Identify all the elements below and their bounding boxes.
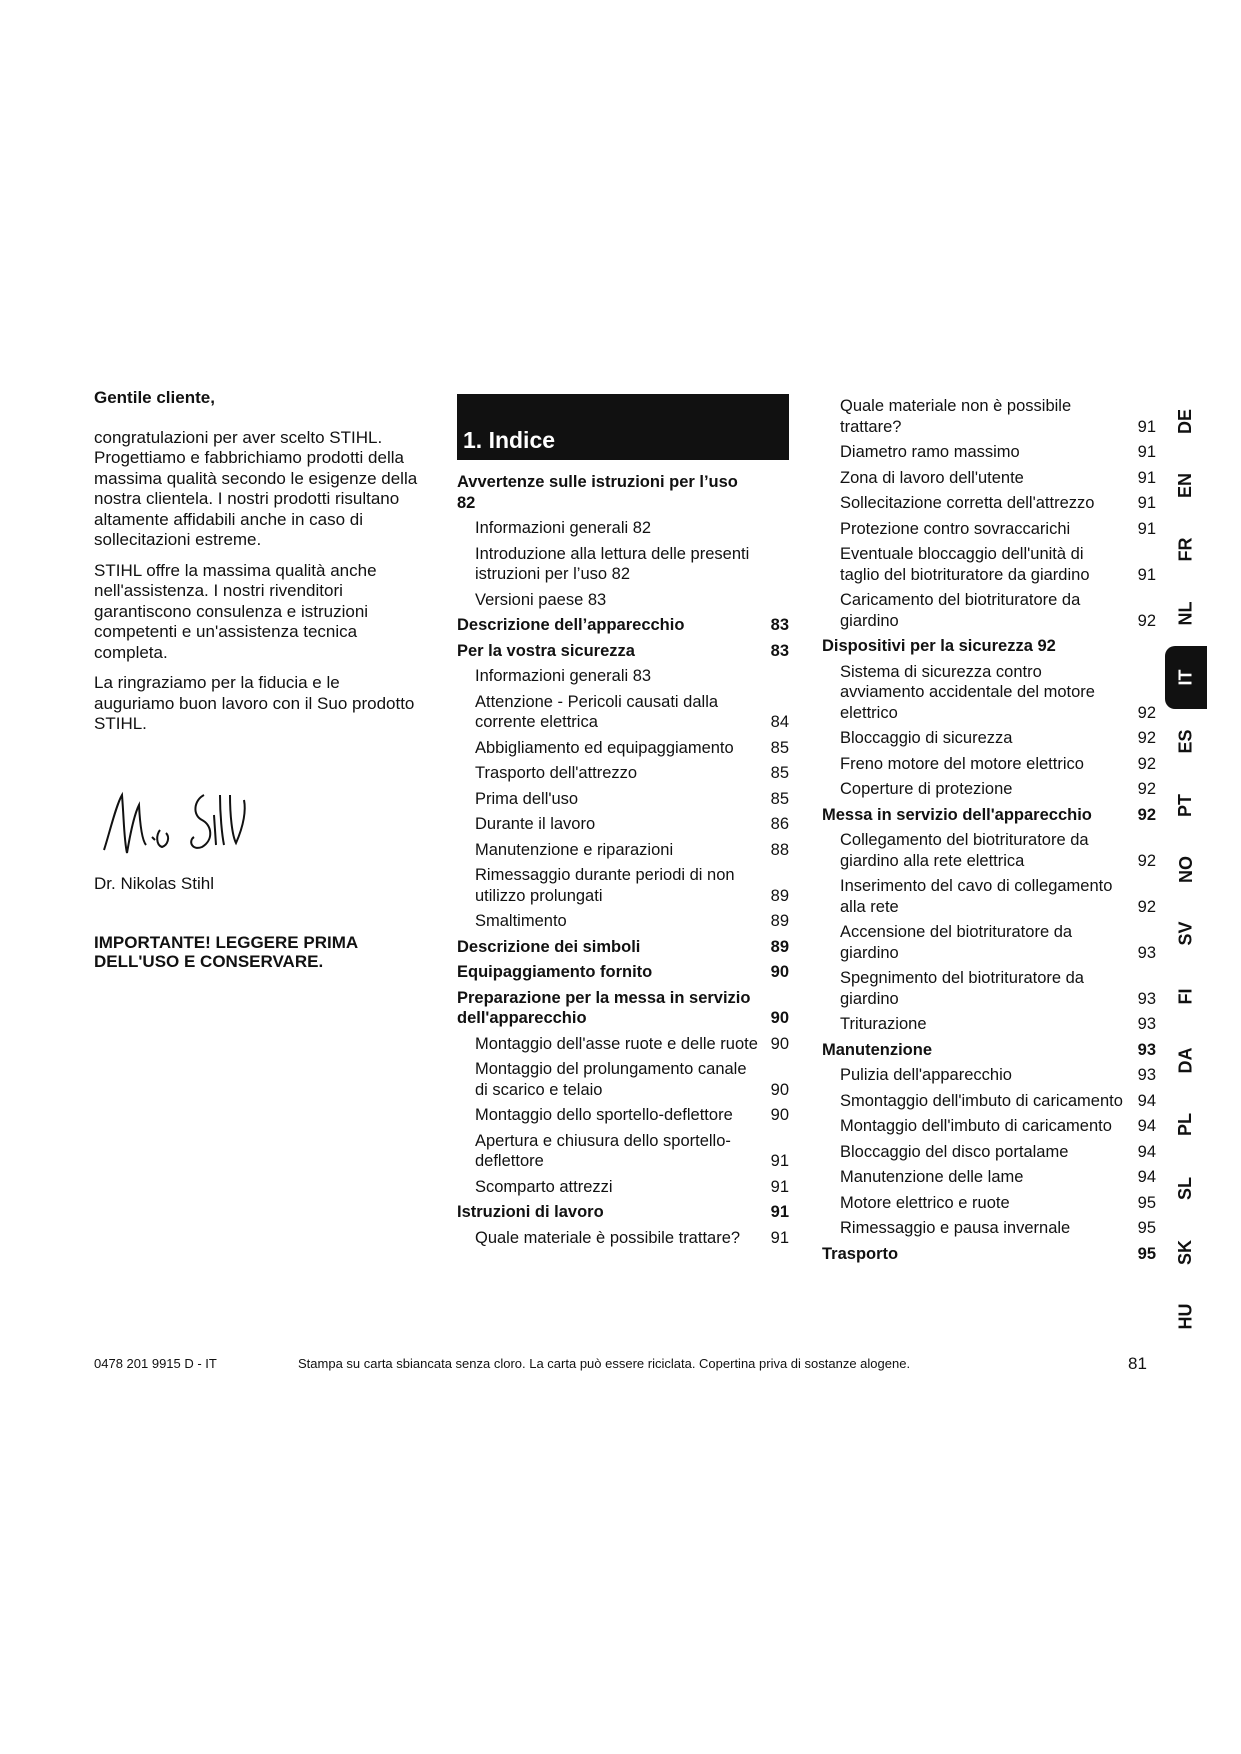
- toc-entry-title: Abbigliamento ed equipaggiamento: [475, 738, 734, 757]
- toc-entry[interactable]: [822, 519, 1156, 540]
- toc-entry-page: 91: [770, 1203, 789, 1221]
- toc-entry[interactable]: [457, 789, 789, 810]
- language-tab-label: HU: [1175, 1303, 1196, 1330]
- greeting: Gentile cliente,: [94, 388, 215, 407]
- toc-entry-title: Rimessaggio durante periodi di non utilizzo prolungati: [475, 866, 735, 905]
- language-tab-label: SK: [1175, 1240, 1196, 1266]
- toc-entry[interactable]: [822, 493, 1156, 514]
- toc-entry-title: Manutenzione delle lame: [840, 1168, 1024, 1186]
- toc-entry-page: 91: [1137, 417, 1156, 436]
- toc-entry-page: 91: [770, 1152, 789, 1170]
- toc-entry[interactable]: [457, 1228, 789, 1249]
- toc-entry-page: 83: [770, 641, 789, 660]
- toc-entry[interactable]: [457, 911, 789, 932]
- toc-entry-title: Manutenzione e riparazioni: [475, 840, 674, 859]
- language-tab-label: DA: [1175, 1047, 1196, 1074]
- toc-entry-page: 93: [1137, 1015, 1156, 1033]
- toc-entry-title: Istruzioni di lavoro: [457, 1203, 604, 1221]
- toc-entry-page: 94: [1137, 1142, 1156, 1161]
- language-tab-label: PL: [1175, 1113, 1196, 1137]
- language-tab-label: SL: [1175, 1177, 1196, 1201]
- toc-entry[interactable]: [822, 1244, 1156, 1265]
- toc-entry-title: Motore elettrico e ruote: [840, 1193, 1010, 1212]
- toc-entry-page: 85: [770, 789, 789, 808]
- toc-entry-title: Preparazione per la messa in servizio dell'apparecchio: [457, 988, 751, 1027]
- toc-entry-page: 91: [1137, 443, 1156, 461]
- toc-entry-page: 85: [770, 738, 789, 757]
- toc-entry-page: 92: [1137, 611, 1156, 630]
- toc-entry[interactable]: [457, 814, 789, 835]
- toc-entry-title: Prima dell'uso: [475, 789, 579, 808]
- language-tab-no[interactable]: [1165, 837, 1207, 901]
- toc-entry-title: Montaggio dell'imbuto di caricamento: [840, 1117, 1112, 1135]
- toc-entries: [457, 472, 789, 1248]
- toc-entry[interactable]: [822, 1065, 1156, 1086]
- toc-entry-title: Sollecitazione corretta dell'attrezzo: [840, 494, 1095, 512]
- language-tab-sk[interactable]: [1165, 1221, 1207, 1285]
- toc-entry-page: 91: [1137, 519, 1156, 538]
- toc-entry-title: Quale materiale non è possibile trattare?: [840, 397, 1072, 436]
- signer-name: Dr. Nikolas Stihl: [94, 874, 214, 893]
- toc-entry-title: Sistema di sicurezza contro avviamento accidentale del motore elettrico: [840, 662, 1095, 722]
- language-tab-label: SV: [1175, 921, 1196, 946]
- toc-column-right: [822, 396, 1156, 1269]
- welcome-letter: [94, 388, 424, 972]
- toc-entry-page: 91: [1137, 494, 1156, 512]
- toc-entry-title: Triturazione: [840, 1015, 927, 1033]
- signature-image: [94, 775, 264, 865]
- toc-entry[interactable]: [822, 779, 1156, 800]
- language-tab-sv[interactable]: [1165, 901, 1207, 965]
- toc-column-middle: [457, 394, 789, 1253]
- toc-entry[interactable]: [457, 1131, 789, 1172]
- toc-entry[interactable]: [822, 1040, 1156, 1061]
- toc-entry-page: 92: [1137, 897, 1156, 916]
- toc-entry-title: Versioni paese 83: [475, 590, 607, 609]
- toc-entry[interactable]: [822, 1218, 1156, 1239]
- toc-entry-title: Trasporto: [822, 1244, 899, 1263]
- toc-entry-page: 89: [770, 912, 789, 930]
- toc-entry[interactable]: [457, 666, 789, 687]
- toc-entry-title: Dispositivi per la sicurezza 92: [822, 637, 1056, 655]
- toc-entry[interactable]: [822, 922, 1156, 963]
- toc-entry-title: Introduzione alla lettura delle presenti istruzioni per l’uso 82: [475, 544, 750, 583]
- toc-entry-page: 94: [1137, 1091, 1156, 1110]
- toc-entry-page: 94: [1137, 1168, 1156, 1186]
- language-tab-da[interactable]: [1165, 1029, 1207, 1093]
- letter-paragraph: STIHL offre la massima qualità anche nell'assistenza. I nostri rivenditori garantiscono consulenza e istruzioni competenti e un'assistenza tecnica completa.: [94, 560, 377, 662]
- toc-entry-page: 91: [770, 1177, 789, 1196]
- toc-entry-title: Smaltimento: [475, 912, 567, 930]
- toc-entry-page: 91: [770, 1228, 789, 1247]
- language-tab-label: NL: [1175, 601, 1196, 626]
- toc-entry[interactable]: [822, 1091, 1156, 1112]
- toc-entry-title: Apertura e chiusura dello sportello-deflettore: [475, 1131, 731, 1170]
- letter-paragraph: La ringraziamo per la fiducia e le auguriamo buon lavoro con il Suo prodotto STIHL.: [94, 673, 415, 733]
- toc-entry-page: 90: [770, 963, 789, 981]
- toc-entry[interactable]: [822, 662, 1156, 724]
- toc-entry[interactable]: [457, 937, 789, 958]
- toc-entry-title: Caricamento del biotrituratore da giardino: [840, 591, 1081, 630]
- toc-entry-title: Coperture di protezione: [840, 780, 1013, 798]
- toc-entry[interactable]: [457, 962, 789, 983]
- toc-entry-page: 93: [1137, 989, 1156, 1008]
- toc-entry-title: Rimessaggio e pausa invernale: [840, 1219, 1071, 1237]
- language-tab-pt[interactable]: [1165, 773, 1207, 837]
- toc-entry[interactable]: [457, 1177, 789, 1198]
- toc-entry-page: 90: [770, 1080, 789, 1099]
- toc-entry[interactable]: [457, 865, 789, 906]
- toc-entry-title: Pulizia dell'apparecchio: [840, 1066, 1012, 1084]
- toc-entry-title: Attenzione - Pericoli causati dalla corrente elettrica: [475, 692, 719, 731]
- toc-entry-title: Messa in servizio dell'apparecchio: [822, 805, 1092, 824]
- toc-entry[interactable]: [822, 1116, 1156, 1137]
- toc-entry-page: 90: [770, 1034, 789, 1053]
- toc-entry-page: 89: [770, 886, 789, 905]
- toc-entry-title: Montaggio dello sportello-deflettore: [475, 1106, 733, 1124]
- toc-entry-page: 92: [1137, 729, 1156, 747]
- toc-entry-title: Montaggio del prolungamento canale di scarico e telaio: [475, 1060, 747, 1099]
- toc-entry-page: 95: [1137, 1193, 1156, 1212]
- language-tab-label: ES: [1175, 729, 1196, 754]
- toc-entry-page: 93: [1137, 1066, 1156, 1084]
- toc-entry-title: Montaggio dell'asse ruote e delle ruote: [475, 1034, 758, 1053]
- language-tab-label: FR: [1175, 537, 1196, 562]
- toc-entry[interactable]: [457, 472, 789, 513]
- toc-entry-page: 92: [1137, 754, 1156, 773]
- page-number: 81: [1128, 1354, 1147, 1373]
- toc-entry-page: 95: [1137, 1219, 1156, 1237]
- toc-entry-title: Informazioni generali 82: [475, 519, 652, 537]
- toc-entry-title: Eventuale bloccaggio dell'unità di taglio del biotrituratore da giardino: [840, 545, 1090, 584]
- toc-entry-title: Manutenzione: [822, 1040, 932, 1059]
- toc-entry[interactable]: [457, 590, 789, 611]
- toc-entry-page: 93: [1137, 1040, 1156, 1059]
- toc-entry-page: 92: [1137, 703, 1156, 722]
- toc-entries: [822, 396, 1156, 1264]
- toc-entry-page: 91: [1137, 468, 1156, 487]
- toc-entry[interactable]: [822, 1014, 1156, 1035]
- toc-entry[interactable]: [822, 590, 1156, 631]
- toc-entry-title: Descrizione dei simboli: [457, 937, 641, 956]
- toc-entry[interactable]: [822, 544, 1156, 585]
- toc-entry[interactable]: [822, 396, 1156, 437]
- toc-entry-page: 85: [770, 764, 789, 782]
- toc-entry[interactable]: [822, 876, 1156, 917]
- toc-entry[interactable]: [457, 615, 789, 636]
- toc-entry-title: Informazioni generali 83: [475, 667, 652, 685]
- toc-entry-title: Zona di lavoro dell'utente: [840, 468, 1024, 487]
- language-tabs: [1165, 390, 1207, 1348]
- toc-entry[interactable]: [457, 1202, 789, 1223]
- toc-entry-title: Equipaggiamento fornito: [457, 963, 653, 981]
- print-note: Stampa su carta sbiancata senza cloro. La carta può essere riciclata. Copertina priva di sostanze alogene.: [298, 1356, 911, 1371]
- toc-entry-title: Freno motore del motore elettrico: [840, 754, 1084, 773]
- toc-entry[interactable]: [822, 1193, 1156, 1214]
- toc-entry-title: Accensione del biotrituratore da giardino: [840, 923, 1073, 962]
- language-tab-label: FI: [1175, 988, 1196, 1005]
- toc-entry-title: Inserimento del cavo di collegamento alla rete: [840, 877, 1113, 916]
- toc-entry[interactable]: [457, 763, 789, 784]
- toc-entry[interactable]: [457, 692, 789, 733]
- language-tab-es[interactable]: [1165, 709, 1207, 773]
- toc-entry-title: Diametro ramo massimo: [840, 443, 1020, 461]
- toc-entry[interactable]: [457, 1105, 789, 1126]
- toc-entry-page: 94: [1137, 1117, 1156, 1135]
- toc-title: 1. Indice: [457, 394, 789, 460]
- toc-entry-page: 92: [1137, 780, 1156, 798]
- toc-entry-page: 91: [1137, 565, 1156, 584]
- language-tab-it[interactable]: [1165, 646, 1207, 710]
- toc-entry[interactable]: [457, 738, 789, 759]
- toc-entry-title: Descrizione dell’apparecchio: [457, 616, 685, 634]
- toc-entry-title: Quale materiale è possibile trattare?: [475, 1228, 741, 1247]
- toc-entry[interactable]: [457, 518, 789, 539]
- toc-entry-title: Spegnimento del biotrituratore da giardino: [840, 969, 1084, 1008]
- toc-entry-page: 95: [1137, 1244, 1156, 1263]
- toc-entry-title: Bloccaggio di sicurezza: [840, 729, 1013, 747]
- language-tab-fr[interactable]: [1165, 518, 1207, 582]
- document-code: 0478 201 9915 D - IT: [94, 1356, 217, 1371]
- language-tab-label: PT: [1175, 793, 1196, 817]
- toc-entry-page: 92: [1137, 851, 1156, 870]
- language-tab-label: EN: [1175, 473, 1196, 499]
- toc-entry-page: 89: [770, 937, 789, 956]
- toc-entry[interactable]: [822, 468, 1156, 489]
- toc-entry-page: 90: [770, 1106, 789, 1124]
- language-tab-label: NO: [1175, 855, 1196, 883]
- language-tab-sl[interactable]: [1165, 1157, 1207, 1221]
- toc-entry-page: 92: [1137, 805, 1156, 824]
- language-tab-label: IT: [1175, 669, 1196, 686]
- toc-entry-page: 93: [1137, 943, 1156, 962]
- toc-entry[interactable]: [457, 641, 789, 662]
- toc-entry-title: Smontaggio dell'imbuto di caricamento: [840, 1091, 1123, 1110]
- important-notice: IMPORTANTE! LEGGERE PRIMA DELL'USO E CONSERVARE.: [94, 932, 358, 971]
- language-tab-hu[interactable]: [1165, 1284, 1207, 1348]
- toc-entry[interactable]: [822, 442, 1156, 463]
- toc-entry[interactable]: [457, 988, 789, 1029]
- toc-entry-title: Bloccaggio del disco portalame: [840, 1142, 1069, 1161]
- toc-entry-title: Protezione contro sovraccarichi: [840, 519, 1071, 538]
- letter-paragraph: congratulazioni per aver scelto STIHL. Progettiamo e fabbrichiamo prodotti della massima qualità secondo le esigenze della nostra clientela. I nostri prodotti risultano altamente affidabili anche in caso di sollecitazioni estreme.: [94, 427, 418, 549]
- toc-entry-page: 90: [770, 1009, 789, 1027]
- language-tab-en[interactable]: [1165, 454, 1207, 518]
- toc-entry[interactable]: [822, 830, 1156, 871]
- toc-entry-page: 88: [770, 840, 789, 859]
- toc-entry-page: 83: [770, 616, 789, 634]
- language-tab-de[interactable]: [1165, 390, 1207, 454]
- toc-entry[interactable]: [457, 1059, 789, 1100]
- toc-entry[interactable]: [457, 840, 789, 861]
- language-tab-nl[interactable]: [1165, 582, 1207, 646]
- toc-entry-title: Scomparto attrezzi: [475, 1177, 613, 1196]
- language-tab-label: DE: [1175, 409, 1196, 435]
- toc-entry-title: Per la vostra sicurezza: [457, 641, 635, 660]
- toc-entry-page: 84: [770, 713, 789, 731]
- toc-entry[interactable]: [822, 968, 1156, 1009]
- toc-entry-title: Avvertenze sulle istruzioni per l’uso 82: [457, 473, 738, 512]
- toc-entry-title: Durante il lavoro: [475, 815, 596, 833]
- toc-entry[interactable]: [822, 728, 1156, 749]
- language-tab-pl[interactable]: [1165, 1093, 1207, 1157]
- toc-entry-page: 86: [770, 815, 789, 833]
- toc-entry-title: Collegamento del biotrituratore da giardino alla rete elettrica: [840, 831, 1089, 870]
- toc-entry[interactable]: [822, 636, 1156, 657]
- toc-entry[interactable]: [822, 1142, 1156, 1163]
- language-tab-fi[interactable]: [1165, 965, 1207, 1029]
- toc-entry[interactable]: [822, 805, 1156, 826]
- toc-entry[interactable]: [457, 1034, 789, 1055]
- toc-entry-title: Trasporto dell'attrezzo: [475, 764, 638, 782]
- toc-entry[interactable]: [822, 754, 1156, 775]
- toc-entry[interactable]: [457, 544, 789, 585]
- toc-entry[interactable]: [822, 1167, 1156, 1188]
